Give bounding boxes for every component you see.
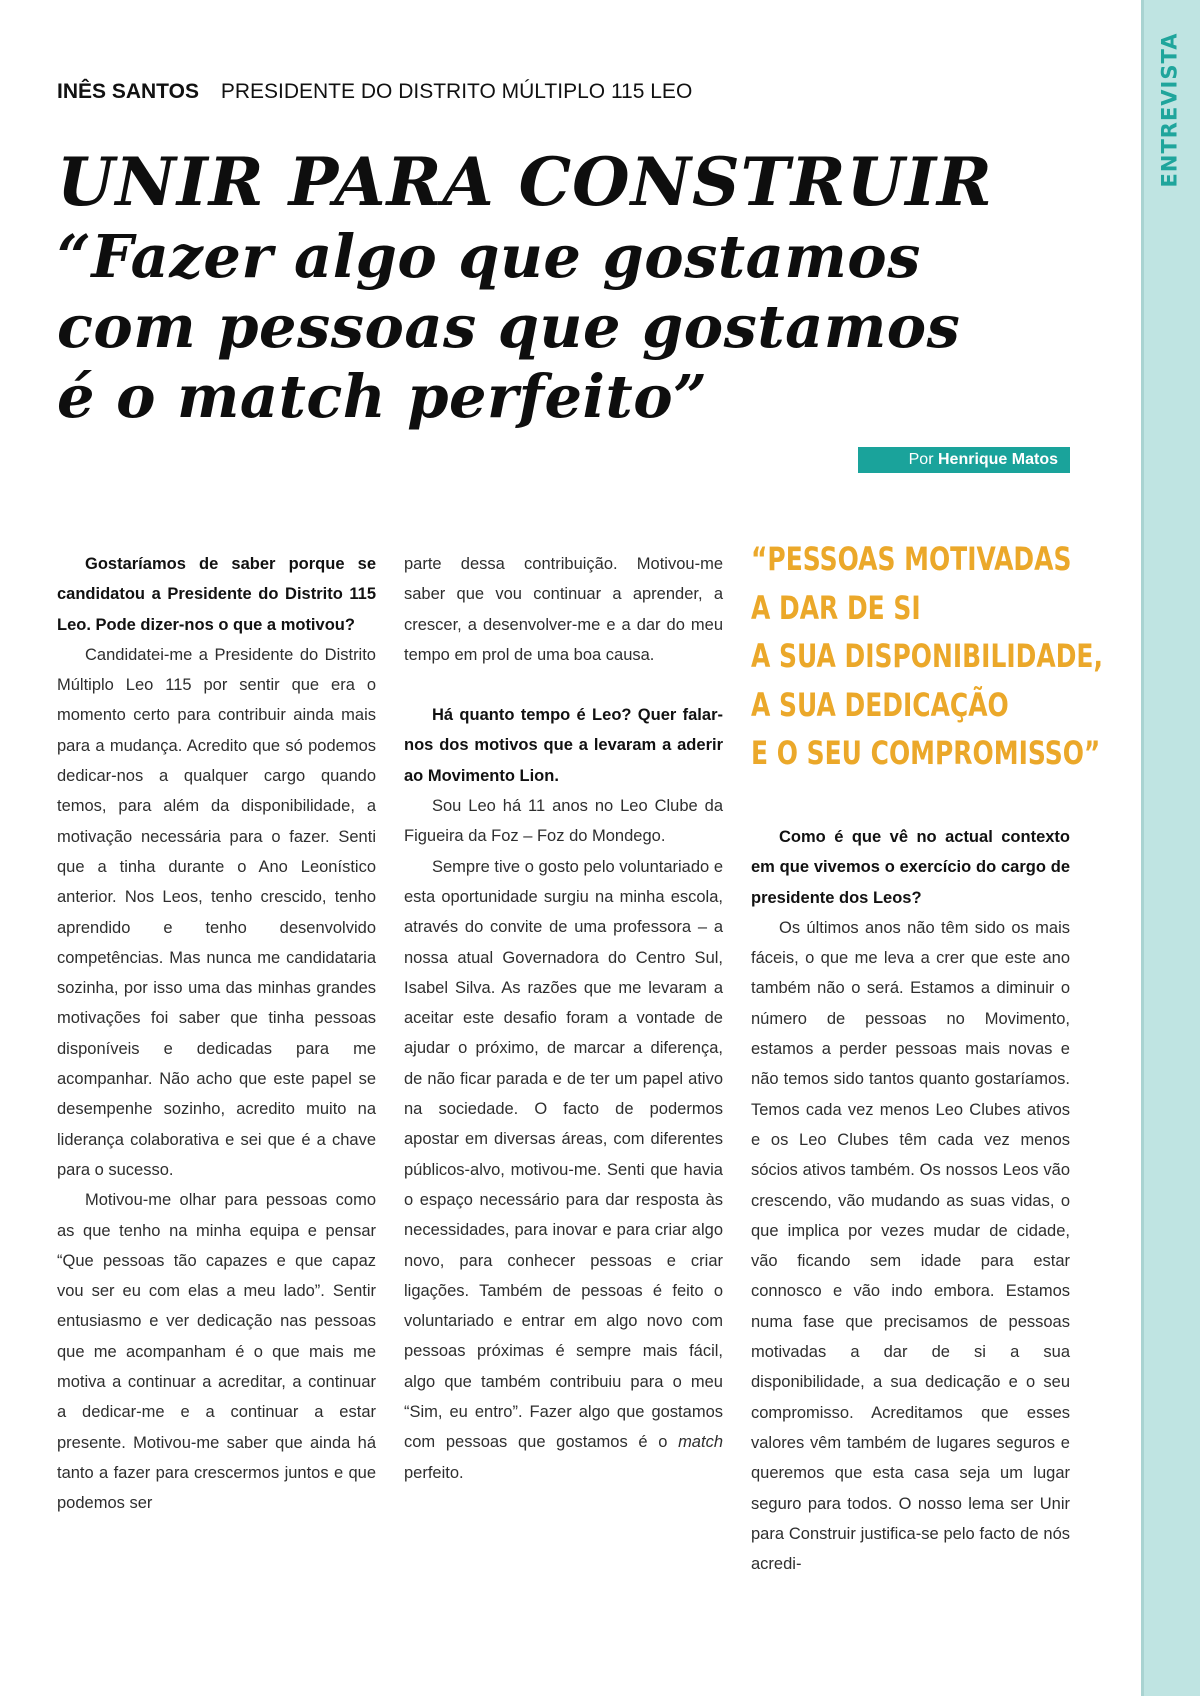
answer-paragraph: Motivou-me olhar para pessoas como as que tenho na minha equipa e pensar “Que pessoas tão capazes e que capaz vou ser eu com elas a meu lado”. Sentir entusiasmo e ver dedicação nas pessoas que me acompanham é o que mais me motiva a continuar a acreditar, a continuar a dedicar-me e a continuar a estar presente. Motivou-me saber que ainda há tanto a fazer para crescermos juntos e que podemos ser [57, 1191, 376, 1513]
article-column-2 [404, 549, 723, 1488]
answer-text: Sempre tive o gosto pelo voluntariado e esta oportunidade surgiu na minha escola, através do convite de uma professora – a nossa atual Governadora do Centro Sul, Isabel Silva. As razões que me levaram a aceitar este desafio foram a vontade de ajudar o próximo, de marcar a diferença, de não ficar parada e de ter um papel ativo na sociedade. O facto de podermos apostar em diversas áreas, com diferentes públicos-alvo, motivou-me. Senti que havia o espaço necessário para dar resposta às necessidades, para inovar e para criar algo novo, para conhecer pessoas e criar ligações. Também de pessoas é feito o voluntariado e entrar em algo novo com pessoas próximas é sempre mais fácil, algo que também contribuiu para o meu “Sim, eu entro”. Fazer algo que gostamos com pessoas que gostamos é o [404, 857, 723, 1452]
pull-quote [751, 535, 1103, 778]
interview-question: Gostaríamos de saber porque se candidatou a Presidente do Distrito 115 Leo. Pode dizer-nos o que a motivou? [57, 555, 376, 634]
author-name: Henrique Matos [937, 451, 1058, 468]
headline-quote-line: “Fazer algo que gostamos [57, 222, 921, 291]
answer-paragraph: parte dessa contribuição. Motivou-me saber que vou continuar a aprender, a crescer, a desenvolver-me e a dar do meu tempo em prol de uma boa causa. [404, 555, 723, 664]
article-column-3 [751, 822, 1070, 1579]
answer-paragraph: Sou Leo há 11 anos no Leo Clube da Figueira da Foz – Foz do Mondego. [404, 797, 723, 846]
answer-paragraph: Os últimos anos não têm sido os mais fáceis, o que me leva a crer que este ano também não o será. Estamos a diminuir o número de pessoas no Movimento, estamos a perder pessoas mais novas e não temos sido tantos quanto gostaríamos. Temos cada vez menos Leo Clubes ativos e os Leo Clubes têm cada vez menos sócios ativos também. Os nossos Leos vão crescendo, vão mudando as suas vidas, o que implica por vezes mudar de cidade, vão ficando sem idade para estar connosco e vão indo embora. Estamos numa fase que precisamos de pessoas motivadas a dar de si a sua disponibilidade, a sua dedicação e o seu compromisso. Acreditamos que esses valores vêm também de lugares seguros e queremos que esta casa seja um lugar seguro para todos. O nosso lema ser Unir para Construir justifica-se pelo facto de nós acredi- [751, 918, 1070, 1574]
pull-quote-line: E O SEU COMPROMISSO” [751, 734, 1101, 772]
pull-quote-line: “PESSOAS MOTIVADAS [751, 540, 1072, 578]
article-column-1 [57, 549, 376, 1519]
answer-paragraph: Candidatei-me a Presidente do Distrito Múltiplo Leo 115 por sentir que era o momento certo para contribuir ainda mais para a mudança. Acredito que só podemos dedicar-nos a qualquer cargo quando temos, para além da disponibilidade, a motivação necessária para o fazer. Senti que a tinha durante o Ano Leonístico anterior. Nos Leos, tenho crescido, tenho aprendido e tenho desenvolvido competências. Mas nunca me candidataria sozinha, por isso uma das minhas grandes motivações foi saber que tinha pessoas disponíveis e dedicadas para me acompanhar. Não acho que este papel se desempenhe sozinho, acredito muito na liderança colaborativa e sei que é a chave para o sucesso. [57, 645, 376, 1179]
answer-text-end: perfeito. [404, 1463, 464, 1482]
interviewee-role: PRESIDENTE DO DISTRITO MÚLTIPLO 115 LEO [220, 80, 693, 103]
headline-quote-line: com pessoas que gostamos [57, 292, 961, 361]
side-color-band [1141, 0, 1200, 1696]
interview-question: Como é que vê no actual contexto em que vivemos o exercício do cargo de presidente dos Leos? [751, 828, 1070, 907]
headline-kicker: UNIR PARA CONSTRUIR [57, 143, 993, 221]
section-tab-label: ENTREVISTA [1157, 32, 1181, 188]
author-credit [858, 447, 1070, 473]
headline-quote-line: é o match perfeito” [57, 362, 708, 431]
emphasis-text: match [678, 1433, 723, 1452]
answer-paragraph [404, 852, 723, 1488]
interview-question: Há quanto tempo é Leo? Quer falar-nos dos motivos que a levaram a aderir ao Movimento Lion. [404, 706, 723, 785]
pull-quote-line: A DAR DE SI [751, 588, 921, 627]
pull-quote-line: A SUA DISPONIBILIDADE, [751, 637, 1103, 675]
author-prefix: Por [908, 451, 934, 468]
article-headline [57, 142, 1037, 432]
pull-quote-line: A SUA DEDICAÇÃO [751, 685, 1009, 724]
interviewee-name: INÊS SANTOS [57, 80, 199, 103]
interviewee-header [57, 80, 692, 104]
section-tab [1148, 32, 1190, 188]
